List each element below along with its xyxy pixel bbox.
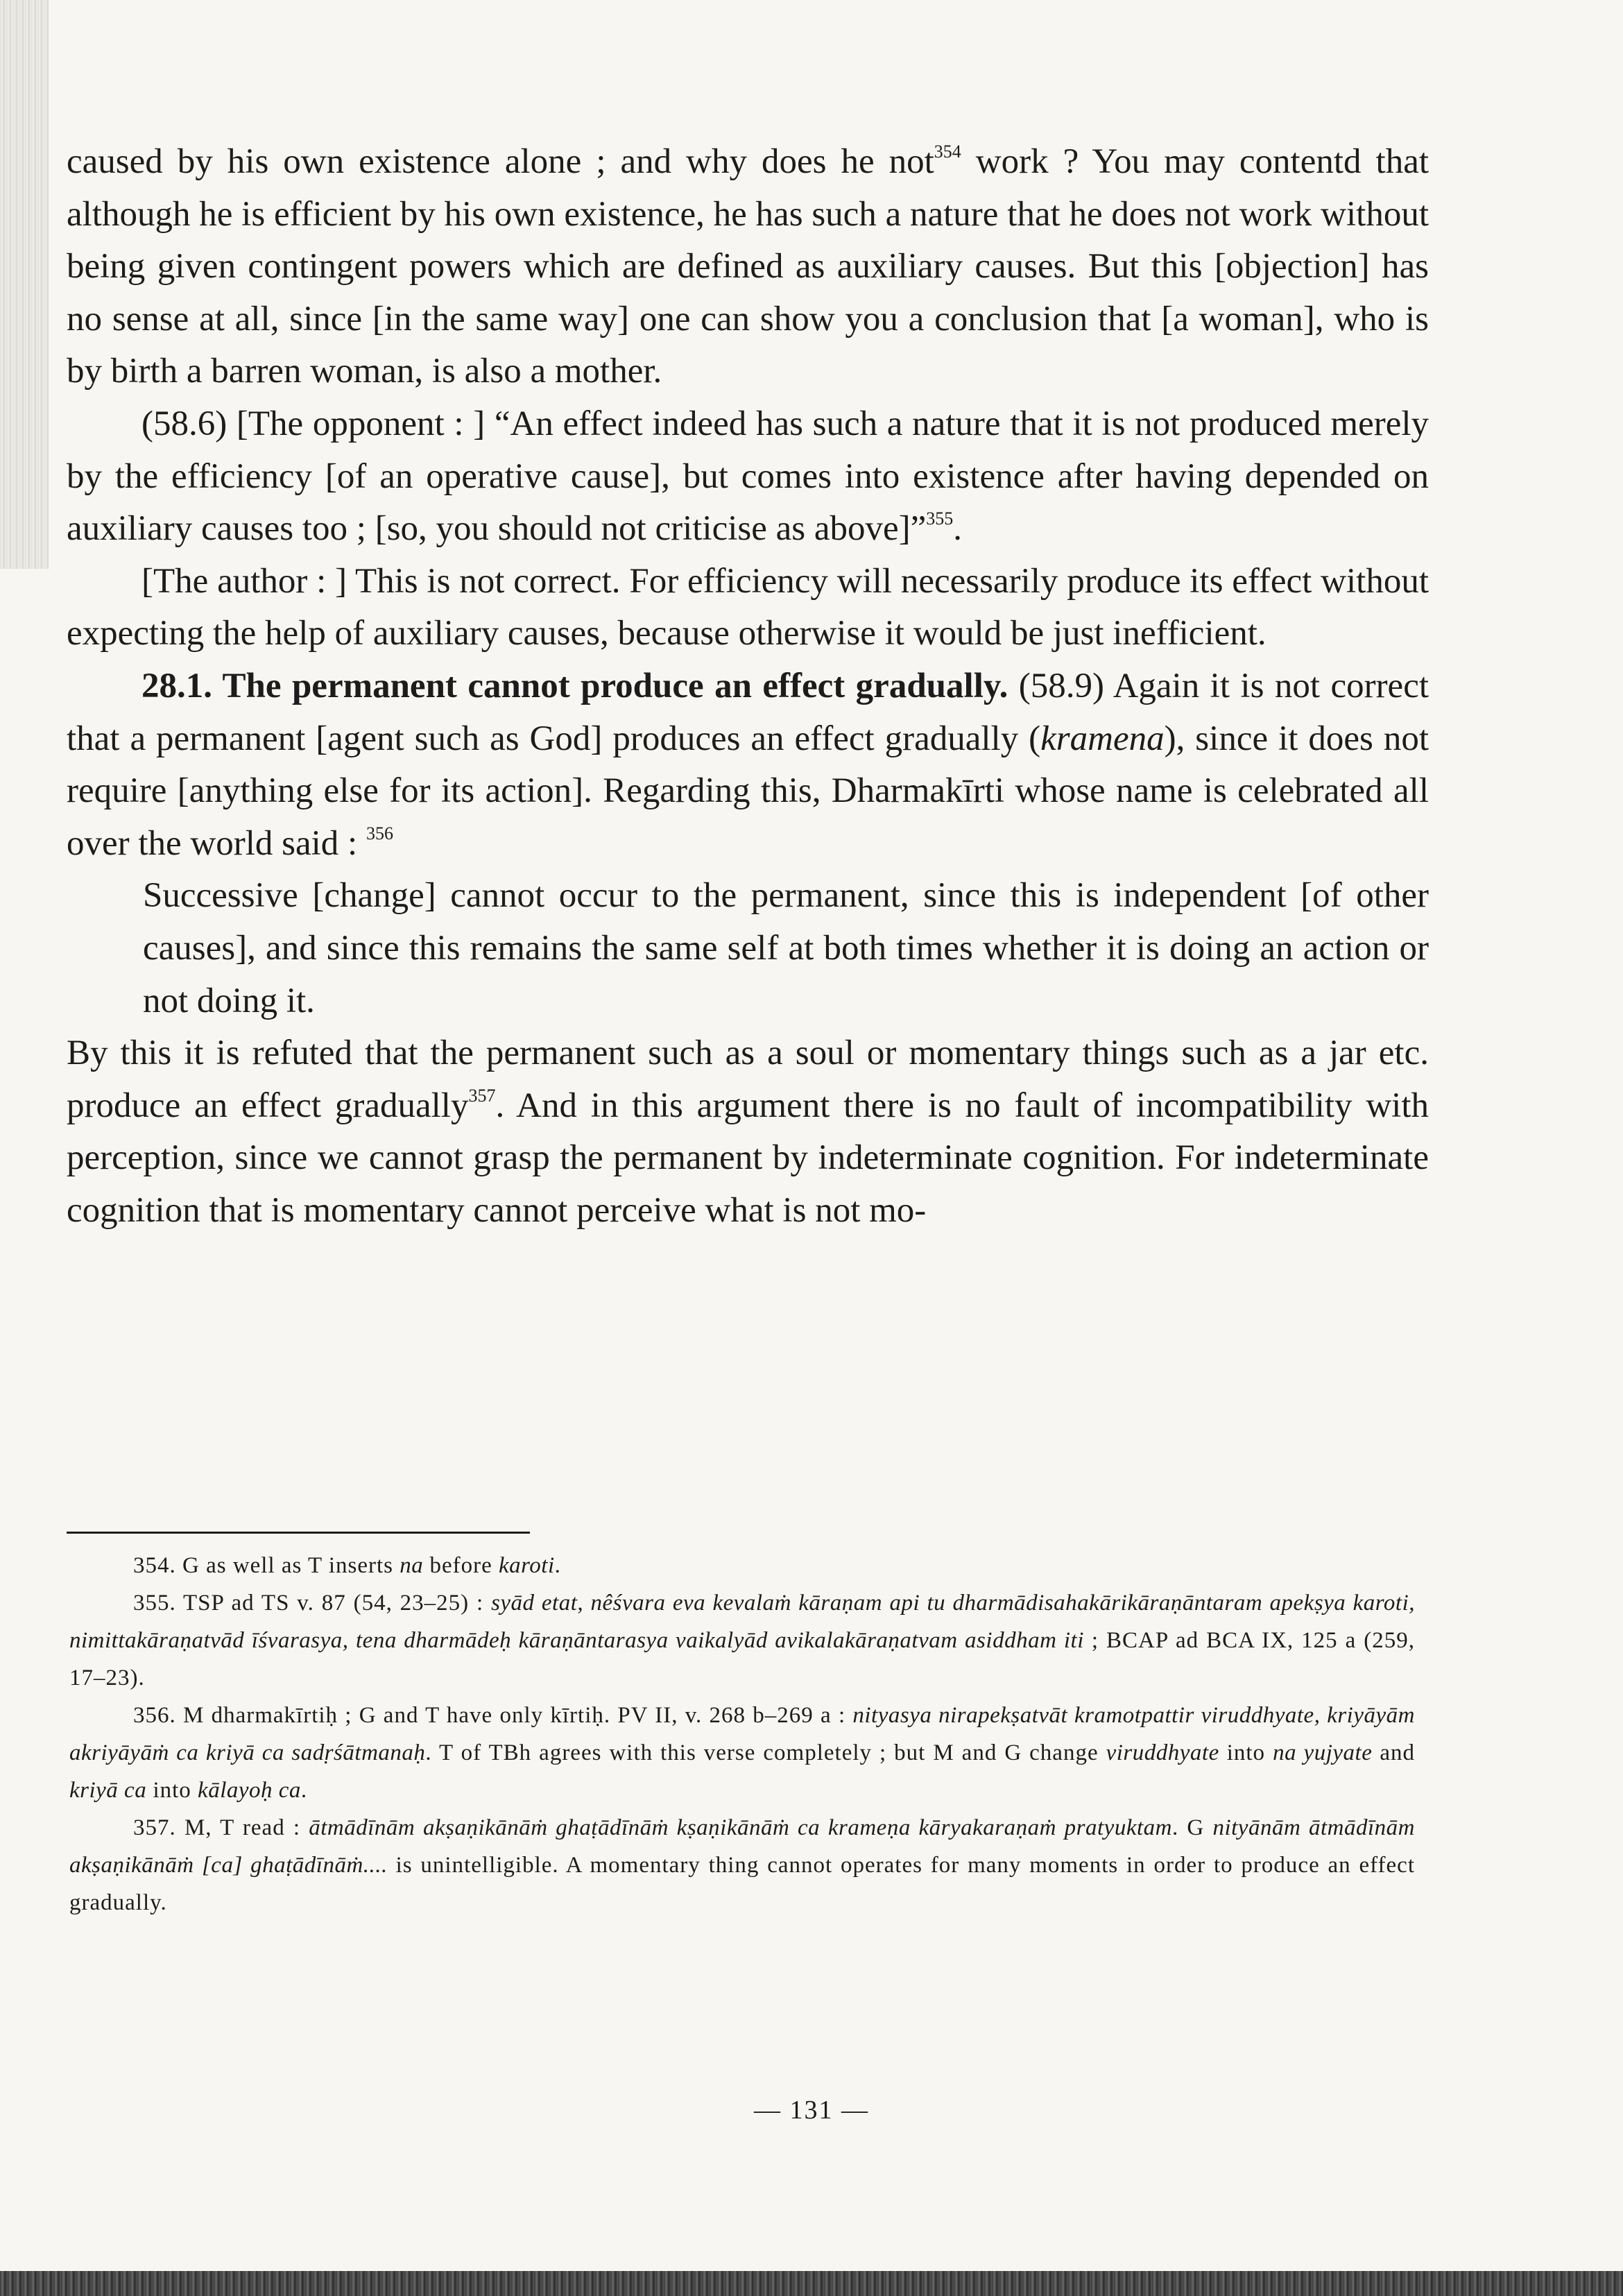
block-quote: Successive [change] cannot occur to the permanent, since this is independent [of other causes], and since this remains the same self at both times whether it is doing an action or not doing it. xyxy=(143,876,1429,1020)
footnote-356: 356. M dharmakīrtiḥ ; G and T have only kīrtiḥ. PV II, v. 268 b–269 a : nityasya nirapekṣatvāt kramotpattir viruddhyate, kriyāyām akriyāyāṁ ca kriyā ca sadṛśātmanaḥ. T of TBh agrees with this verse completely ; but M and G change viruddhyate into na yujyate and kriyā ca into kālayoḥ ca. xyxy=(69,1703,1415,1803)
section-heading: 28.1. The permanent cannot produce an effect gradually. xyxy=(141,666,1008,705)
page-number: — 131 — xyxy=(754,2096,869,2125)
footnote-ref-354: 354 xyxy=(934,142,961,162)
scan-bottom-edge xyxy=(0,2271,1623,2296)
paragraph-3: [The author : ] This is not correct. For efficiency will necessarily produce its effect without expecting the help of auxiliary causes, because otherwise it would be just inefficient. xyxy=(67,561,1429,653)
footnote-355: 355. TSP ad TS v. 87 (54, 23–25) : syād etat, nêśvara eva kevalaṁ kāraṇam api tu dharmādisahakārikāraṇāntaram apekṣya karoti, nimittakāraṇatvād īśvarasya, tena dharmādeḥ kāraṇāntarasya vaikalyād avikalakāraṇatvam asiddham iti ; BCAP ad BCA IX, 125 a (259, 17–23). xyxy=(69,1591,1416,1690)
sanskrit-term: kramena xyxy=(1040,719,1165,758)
main-text xyxy=(67,136,1429,1237)
footnote-ref-355: 355 xyxy=(926,508,954,529)
paragraph-1: caused by his own existence alone ; and why does he not$^{354}$ work ? You may contentd that although he is efficient by his own existence, he has such a nature that he does not work without being given contingent powers which are defined as auxiliary causes. But this [objection] has no sense at all, since [in the same way] one can show you a conclusion that [a woman], who is by birth a barren woman, is also a mother. xyxy=(67,142,1429,391)
binding-shadow xyxy=(0,0,49,569)
footnote-ref-356: 356 xyxy=(366,823,393,843)
paragraph-4: 28.1. The permanent cannot produce an effect gradually. (58.9) Again it is not correct that a permanent [agent such as God] produces an effect gradually (kramena), since it does not require [anything else for its action]. Regarding this, Dharmakīrti whose name is celebrated all over the world said : $^{356}$ xyxy=(67,666,1429,863)
paragraph-5: By this it is refuted that the permanent such as a soul or momentary things such as a jar etc. produce an effect gradually$^{357}$. And in this argument there is no fault of incompatibility with perception, since we cannot grasp the permanent by indeterminate cognition. For indeterminate cognition that is momentary cannot perceive what is not mo- xyxy=(67,1034,1429,1230)
paragraph-2: (58.6) [The opponent : ] “An effect indeed has such a nature that it is not produced merely by the efficiency [of an operative cause], but comes into existence after having depended on auxiliary causes too ; [so, you should not criticise as above]”$^{355}$. xyxy=(67,404,1429,549)
footnote-357: 357. M, T read : ātmādīnām akṣaṇikānāṁ ghaṭādīnāṁ kṣaṇikānāṁ ca krameṇa kāryakaraṇaṁ pratyuktam. G nityānām ātmādīnām akṣaṇikānāṁ [ca] ghaṭādīnāṁ.... is unintelligible. A momentary thing cannot operates for many moments in order to produce an effect gradually. xyxy=(69,1815,1415,1915)
footnote-354: 354. G as well as T inserts na before karoti. xyxy=(133,1553,561,1578)
footnote-ref-357: 357 xyxy=(468,1085,496,1106)
section-reference: (58.9) xyxy=(1008,666,1104,705)
footnote-divider xyxy=(67,1532,530,1534)
footnotes xyxy=(69,1547,1415,1921)
